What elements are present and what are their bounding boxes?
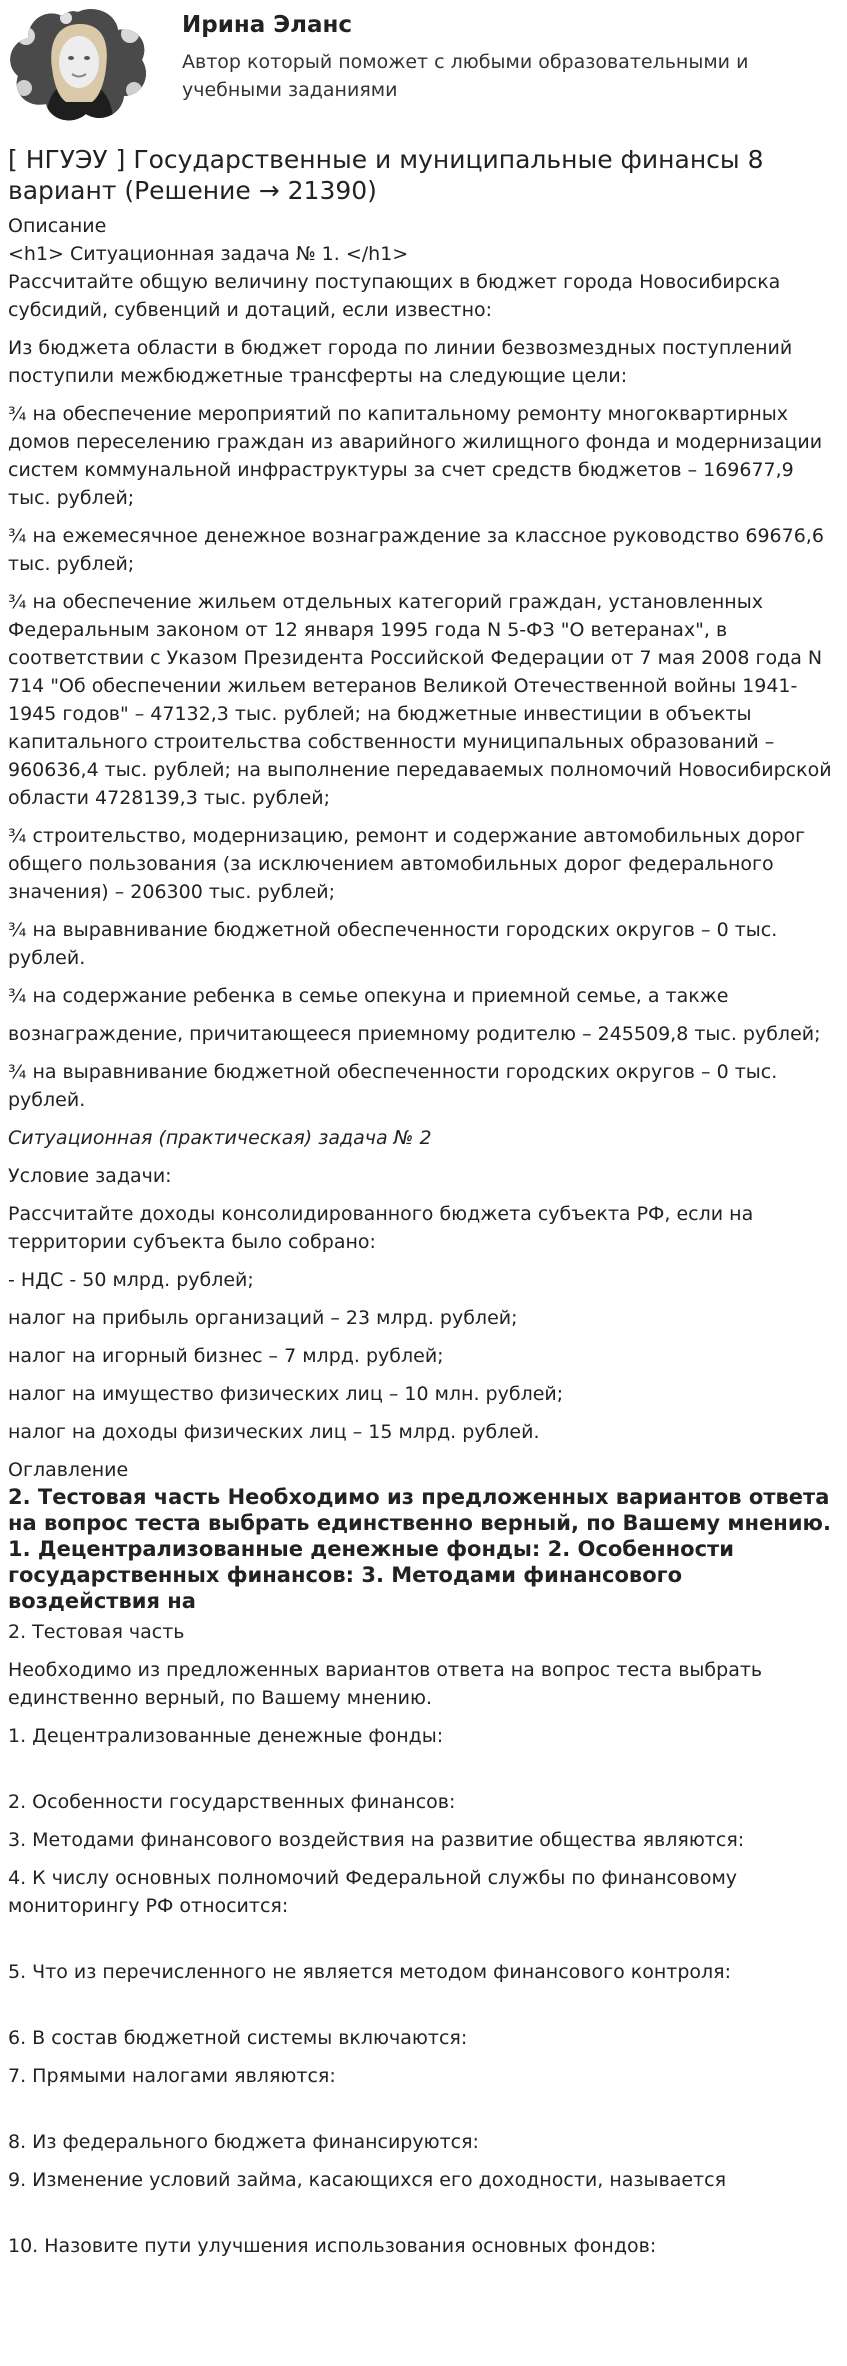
task2-paragraph: Рассчитайте доходы консолидированного бюджета субъекта РФ, если на территории субъекта было собрано: bbox=[8, 1203, 754, 1253]
task1-paragraph: ¾ на обеспечение мероприятий по капитальному ремонту многоквартирных домов переселению граждан из аварийного жилищного фонда и модернизации систем коммунальной инфраструктуры за счет средств бюджетов – 169677,9 тыс. рублей; bbox=[8, 403, 823, 509]
question-item: 6. В состав бюджетной системы включаются: bbox=[8, 2027, 468, 2049]
task2-paragraph: - НДС - 50 млрд. рублей; bbox=[8, 1269, 254, 1291]
question-item: 7. Прямыми налогами являются: bbox=[8, 2065, 336, 2087]
question-item: 1. Децентрализованные денежные фонды: bbox=[8, 1725, 444, 1747]
task2-paragraph: налог на прибыль организаций – 23 млрд. рублей; bbox=[8, 1307, 518, 1329]
task2-paragraph: налог на доходы физических лиц – 15 млрд. рублей. bbox=[8, 1421, 540, 1443]
task2-paragraph: Условие задачи: bbox=[8, 1165, 172, 1187]
question-item: 5. Что из перечисленного не является методом финансового контроля: bbox=[8, 1961, 731, 1983]
question-item: 2. Особенности государственных финансов: bbox=[8, 1791, 456, 1813]
author-description: Автор который поможет с любыми образовательными и учебными заданиями bbox=[182, 51, 749, 101]
task1-raw-heading: <h1> Ситуационная задача № 1. </h1> bbox=[8, 243, 409, 265]
description-label: Описание bbox=[8, 215, 107, 237]
task2-paragraph: налог на имущество физических лиц – 10 млн. рублей; bbox=[8, 1383, 564, 1405]
question-item: 3. Методами финансового воздействия на развитие общества являются: bbox=[8, 1829, 745, 1851]
task1-paragraph: вознаграждение, причитающееся приемному родителю – 245509,8 тыс. рублей; bbox=[8, 1023, 821, 1045]
task1-paragraph: ¾ строительство, модернизацию, ремонт и содержание автомобильных дорог общего пользования (за исключением автомобильных дорог федерального значения) – 206300 тыс. рублей; bbox=[8, 825, 806, 903]
work-content bbox=[8, 144, 838, 2260]
test-heading: 2. Тестовая часть bbox=[8, 1621, 185, 1643]
test-intro: Необходимо из предложенных вариантов ответа на вопрос теста выбрать единственно верный, по Вашему мнению. bbox=[8, 1659, 763, 1709]
toc-label: Оглавление bbox=[8, 1459, 129, 1481]
task2-paragraph: налог на игорный бизнес – 7 млрд. рублей; bbox=[8, 1345, 444, 1367]
task1-intro: Рассчитайте общую величину поступающих в бюджет города Новосибирска субсидий, субвенций и дотаций, если известно: bbox=[8, 271, 781, 321]
task1-paragraph: ¾ на обеспечение жильем отдельных категорий граждан, установленных Федеральным законом от 12 января 1995 года N 5-ФЗ "О ветеранах", в соответствии с Указом Президента Российской Федерации от 7 мая 2008 года N 714 "Об обеспечении жильем ветеранов Великой Отечественной войны 1941-1945 годов" – 47132,3 тыс. рублей; на бюджетные инвестиции в объекты капитального строительства собственности муниципальных образований – 960636,4 тыс. рублей; на выполнение передаваемых полномочий Новосибирской области 4728139,3 тыс. рублей; bbox=[8, 591, 832, 809]
question-item: 4. К числу основных полномочий Федеральной службы по финансовому мониторингу РФ относится: bbox=[8, 1867, 738, 1917]
question-item: 9. Изменение условий займа, касающихся его доходности, называется bbox=[8, 2169, 727, 2191]
task1-paragraph: ¾ на ежемесячное денежное вознаграждение за классное руководство 69676,6 тыс. рублей; bbox=[8, 525, 824, 575]
question-item: 8. Из федерального бюджета финансируются: bbox=[8, 2131, 479, 2153]
avatar[interactable] bbox=[6, 6, 150, 124]
task1-paragraph: Из бюджета области в бюджет города по линии безвозмездных поступлений поступили межбюджетные трансферты на следующие цели: bbox=[8, 337, 793, 387]
author-name[interactable]: Ирина Эланс bbox=[182, 12, 353, 38]
task1-paragraph: ¾ на выравнивание бюджетной обеспеченности городских округов – 0 тыс. рублей. bbox=[8, 1061, 778, 1111]
task1-paragraph: ¾ на содержание ребенка в семье опекуна и приемной семье, а также bbox=[8, 985, 729, 1007]
author-card bbox=[0, 0, 847, 130]
page-title: [ НГУЭУ ] Государственные и муниципальные финансы 8 вариант (Решение → 21390) bbox=[8, 145, 764, 205]
toc-title: 2. Тестовая часть Необходимо из предложенных вариантов ответа на вопрос теста выбрать единственно верный, по Вашему мнению. 1. Децентрализованные денежные фонды: 2. Особенности государственных финансов: 3. Методами финансового воздействия на bbox=[8, 1485, 831, 1613]
question-item: 10. Назовите пути улучшения использования основных фондов: bbox=[8, 2235, 657, 2257]
avatar-photo-icon bbox=[6, 6, 150, 124]
task2-title: Ситуационная (практическая) задача № 2 bbox=[8, 1127, 432, 1149]
task1-paragraph: ¾ на выравнивание бюджетной обеспеченности городских округов – 0 тыс. рублей. bbox=[8, 919, 778, 969]
